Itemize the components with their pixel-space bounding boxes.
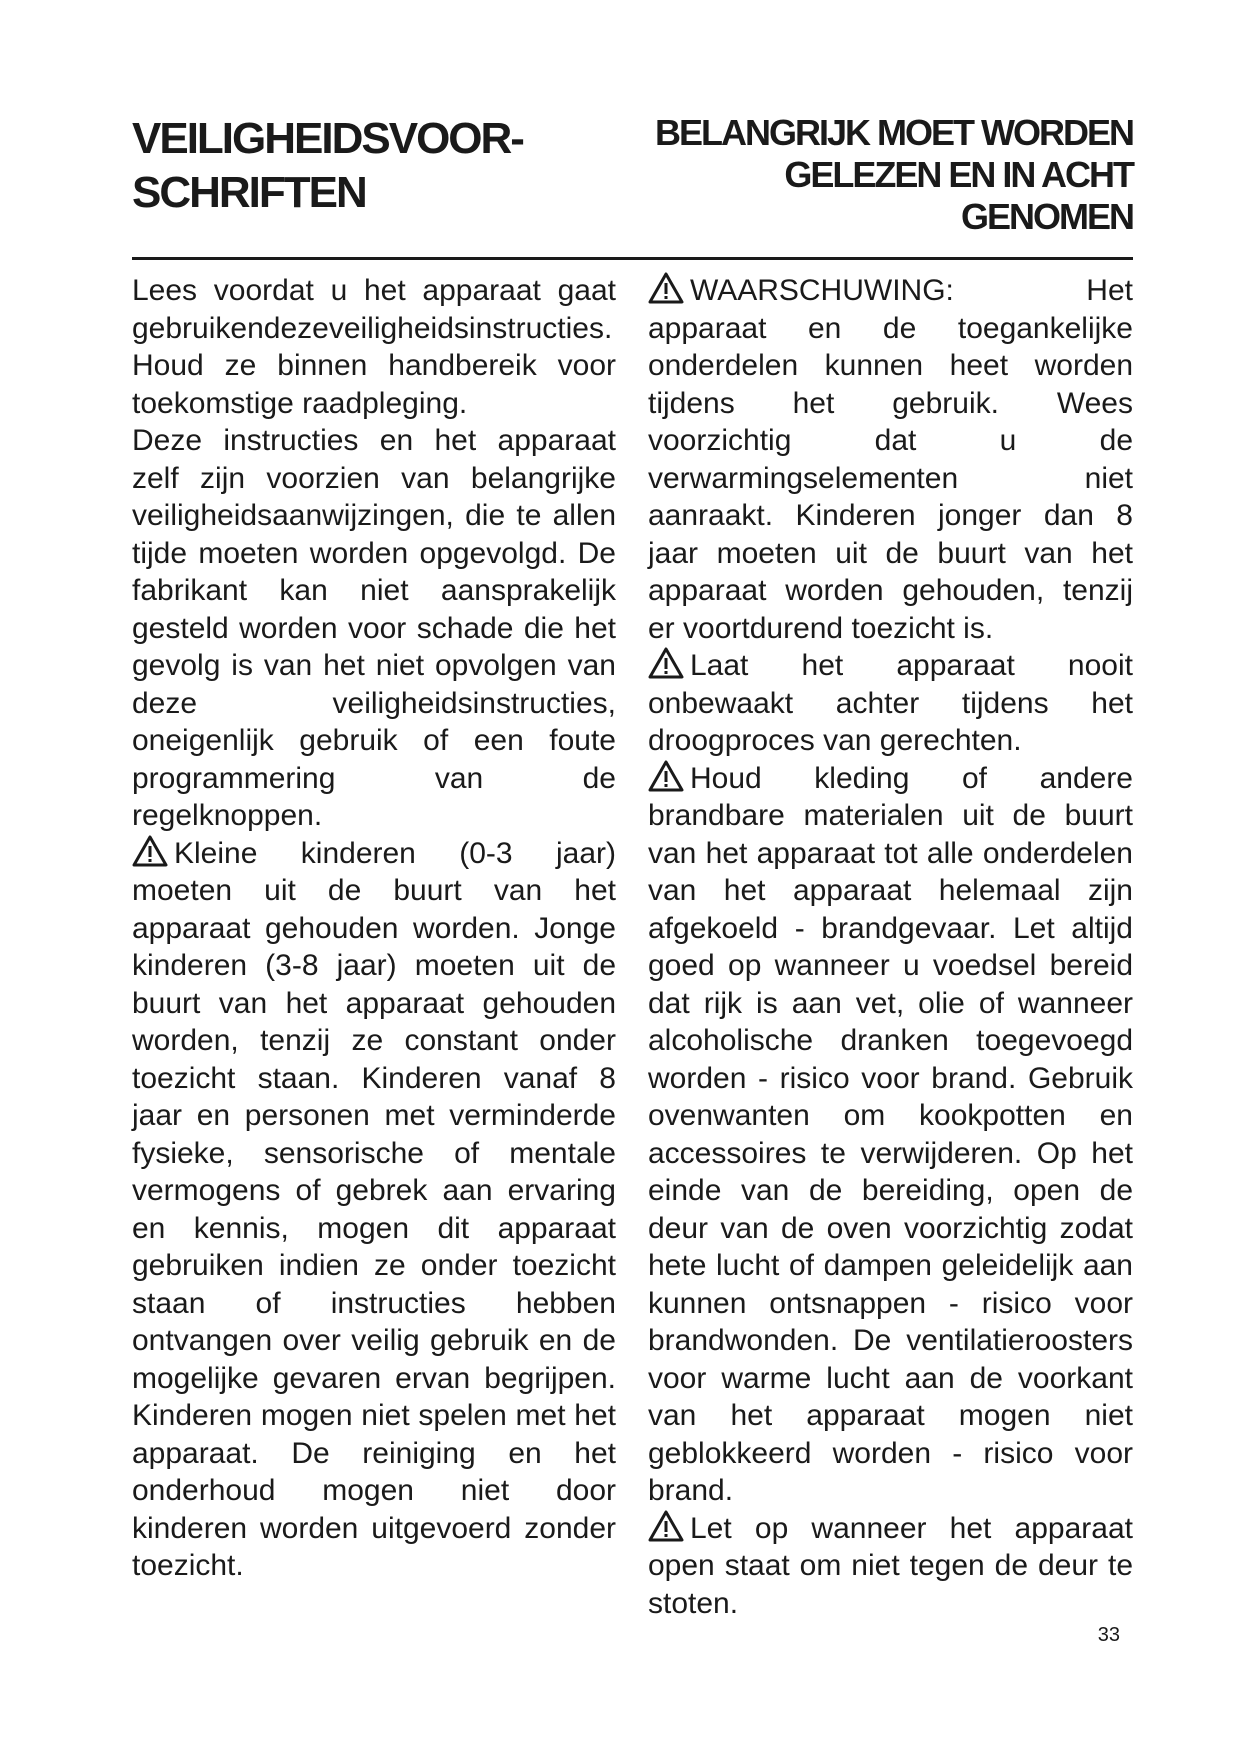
warning-triangle-icon <box>648 272 684 304</box>
warning-triangle-icon <box>648 647 684 679</box>
warning-triangle-icon <box>132 835 168 867</box>
paragraph-fire-text: Houd kleding of andere brandbare materialen uit de buurt van het apparaat tot alle onderdelen van het apparaat helemaal zijn afgekoeld - brandgevaar. Let altijd goed op wanneer u voedsel bereid dat rijk is aan vet, olie of wanneer alcoholische dranken toegevoegd worden - risico voor brand. Gebruik ovenwanten om kookpotten en accessoires te verwijderen. Op het einde van de bereiding, open de deur van de oven voorzichtig zodat hete lucht of dampen geleidelijk aan kunnen ontsnappen - risico voor brandwonden. De ventilatieroosters voor warme lucht aan de voorkant van het apparaat mogen niet geblokkeerd worden - risico voor brand. <box>648 761 1133 1507</box>
section-title: VEILIGHEIDSVOOR- SCHRIFTEN <box>132 114 523 217</box>
page-number: 33 <box>1097 1624 1120 1646</box>
paragraph-intro: Lees voordat u het apparaat gaat gebruikendezeveiligheidsinstructies. Houd ze binnen handbereik voor toekomstige raadpleging. <box>132 274 616 420</box>
paragraph-unattended-warning <box>648 647 1133 760</box>
paragraph-unattended-text: Laat het apparaat nooit onbewaakt achter tijdens het droogproces van gerechten. <box>648 649 1133 757</box>
warning-triangle-icon <box>648 760 684 792</box>
warning-triangle-icon <box>648 1510 684 1542</box>
right-column <box>648 272 1133 1622</box>
paragraph-children-text: Kleine kinderen (0-3 jaar) moeten uit de buurt van het apparaat gehouden worden. Jonge kinderen (3-8 jaar) moeten uit de buurt van het apparaat gehouden worden, tenzij ze constant onder toezicht staan. Kinderen vanaf 8 jaar en personen met verminderde fysieke, sensorische of mentale vermogens of gebrek aan ervaring en kennis, mogen dit apparaat gebruiken indien ze onder toezicht staan of instructies hebben ontvangen over veilig gebruik en de mogelijke gevaren ervan begrijpen. Kinderen mogen niet spelen met het apparaat. De reiniging en het onderhoud mogen niet door kinderen worden uitgevoerd zonder toezicht. <box>132 836 616 1582</box>
paragraph-door-text: Let op wanneer het apparaat open staat om niet tegen de deur te stoten. <box>648 1511 1133 1620</box>
paragraph-door-warning <box>648 1510 1133 1623</box>
paragraph-children-warning <box>132 835 616 1585</box>
paragraph-hot-warning <box>648 272 1133 647</box>
header-divider <box>132 257 1133 260</box>
left-column <box>132 272 616 1585</box>
paragraph-hot-text: WAARSCHUWING: Het apparaat en de toegankelijke onderdelen kunnen heet worden tijdens het gebruik. Wees voorzichtig dat u de verwarmingselementen niet aanraakt. Kinderen jonger dan 8 jaar moeten uit de buurt van het apparaat worden gehouden, tenzij er voortdurend toezicht is. <box>648 274 1133 645</box>
paragraph-instructions: Deze instructies en het apparaat zelf zijn voorzien van belangrijke veiligheidsaanwijzingen, die te allen tijde moeten worden opgevolgd. De fabrikant kan niet aansprakelijk gesteld worden voor schade die het gevolg is van het niet opvolgen van deze veiligheidsinstructies, oneigenlijk gebruik of een foute programmering van de regelknoppen. <box>132 424 616 832</box>
section-subtitle: BELANGRIJK MOET WORDEN GELEZEN EN IN ACHT GENOMEN <box>655 112 1133 237</box>
paragraph-fire-warning <box>648 760 1133 1510</box>
